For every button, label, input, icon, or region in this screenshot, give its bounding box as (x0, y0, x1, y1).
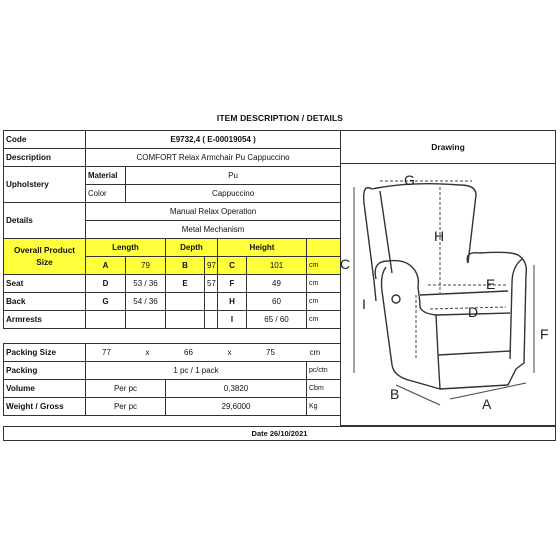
dim-b-letter: B (166, 257, 205, 275)
arm-blank-3 (166, 311, 205, 329)
details-line2: Metal Mechanism (86, 221, 341, 239)
row-packing (4, 362, 341, 380)
dim-d-letter: D (86, 275, 126, 293)
chair-back-top (372, 184, 476, 263)
drawing-letter-b: B (390, 386, 400, 402)
chair-back-left (364, 188, 376, 301)
depth-header: Depth (166, 239, 218, 257)
volume-per: Per pc (86, 380, 166, 398)
back-label: Back (4, 293, 86, 311)
drawing-letter-c: C (340, 256, 351, 272)
volume-label: Volume (4, 380, 86, 398)
overall-label (4, 239, 86, 275)
back-blank-1 (166, 293, 205, 311)
row-upholstery-material (4, 167, 341, 185)
weight-label: Weight / Gross (4, 398, 86, 416)
color-value: Cappuccino (126, 185, 341, 203)
dim-i-value: 65 / 60 (247, 311, 307, 329)
weight-per: Per pc (86, 398, 166, 416)
arm-blank-4 (205, 311, 218, 329)
drawing-label: Drawing (431, 142, 465, 152)
arm-blank-1 (86, 311, 126, 329)
overall-header-blank (307, 239, 341, 257)
dim-e-value: 57 (205, 275, 218, 293)
packing-x2: x (227, 348, 232, 357)
packing-label: Packing (4, 362, 86, 380)
height-header: Height (218, 239, 307, 257)
row-armrests (4, 311, 341, 329)
armrests-unit: cm (307, 311, 341, 329)
packing-size-values (86, 344, 341, 362)
volume-value: 0,3820 (166, 380, 307, 398)
weight-value: 29,6000 (166, 398, 307, 416)
row-code (4, 131, 341, 149)
dim-a-value: 79 (126, 257, 166, 275)
dim-b-value: 97 (205, 257, 218, 275)
color-label: Color (86, 185, 126, 203)
dim-f-value: 49 (247, 275, 307, 293)
spec-table (3, 130, 341, 416)
overall-label-line2: Size (36, 257, 53, 267)
document-title: ITEM DESCRIPTION / DETAILS (216, 113, 344, 123)
dim-i-letter: I (218, 311, 247, 329)
packing-size-unit: cm (309, 348, 321, 357)
length-header: Length (86, 239, 166, 257)
drawing-letter-d: D (468, 304, 479, 320)
drawing-letter-a: A (482, 396, 492, 412)
dim-a-letter: A (86, 257, 126, 275)
dim-line-b (396, 385, 440, 405)
chair-seat-front-edge (420, 303, 510, 315)
overall-label-line1: Overall Product (14, 245, 75, 255)
chair-left-arm-front (382, 267, 441, 389)
packing-unit: pc/ctn (307, 362, 341, 380)
row-details-1 (4, 203, 341, 221)
dim-e-letter: E (166, 275, 205, 293)
material-label: Material (86, 167, 126, 185)
dim-g-value: 54 / 36 (126, 293, 166, 311)
row-gap (4, 329, 341, 344)
drawing-letter-e: E (486, 276, 496, 292)
details-label: Details (4, 203, 86, 239)
upholstery-label: Upholstery (4, 167, 86, 203)
description-label: Description (4, 149, 86, 167)
chair-bottom (438, 355, 516, 389)
code-value: E9732,4 ( E-00019054 ) (86, 131, 341, 149)
dim-d-value: 53 / 36 (126, 275, 166, 293)
dim-c-value: 101 (247, 257, 307, 275)
weight-unit: Kg (307, 398, 341, 416)
dim-h-value: 60 (247, 293, 307, 311)
dim-c-letter: C (218, 257, 247, 275)
chair-seat-base (436, 315, 510, 355)
packing-length: 77 (102, 348, 111, 357)
seat-unit: cm (307, 275, 341, 293)
overall-unit: cm (307, 257, 341, 275)
armrests-label: Armrests (4, 311, 86, 329)
row-seat (4, 275, 341, 293)
back-unit: cm (307, 293, 341, 311)
armchair-drawing (340, 163, 556, 425)
chair-right-arm-front (510, 259, 522, 359)
packing-height: 75 (266, 348, 275, 357)
description-value: COMFORT Relax Armchair Pu Cappuccino (86, 149, 341, 167)
row-back (4, 293, 341, 311)
packing-value: 1 pc / 1 pack (86, 362, 307, 380)
code-label: Code (4, 131, 86, 149)
drawing-letter-i: I (362, 296, 366, 312)
document-date: Date 26/10/2021 (3, 426, 556, 441)
chair-handle (392, 295, 400, 303)
packing-width: 66 (184, 348, 193, 357)
dim-h-letter: H (218, 293, 247, 311)
row-overall-header (4, 239, 341, 257)
volume-unit: Cbm (307, 380, 341, 398)
material-value: Pu (126, 167, 341, 185)
back-blank-2 (205, 293, 218, 311)
row-volume (4, 380, 341, 398)
packing-x1: x (145, 348, 150, 357)
row-weight (4, 398, 341, 416)
seat-label: Seat (4, 275, 86, 293)
row-description (4, 149, 341, 167)
dim-g-letter: G (86, 293, 126, 311)
details-line1: Manual Relax Operation (86, 203, 341, 221)
dim-f-letter: F (218, 275, 247, 293)
arm-blank-2 (126, 311, 166, 329)
row-packing-size (4, 344, 341, 362)
drawing-letter-f: F (540, 326, 549, 342)
drawing-letter-h: H (434, 228, 445, 244)
drawing-letter-g: G (404, 172, 415, 188)
packing-size-label: Packing Size (4, 344, 86, 362)
